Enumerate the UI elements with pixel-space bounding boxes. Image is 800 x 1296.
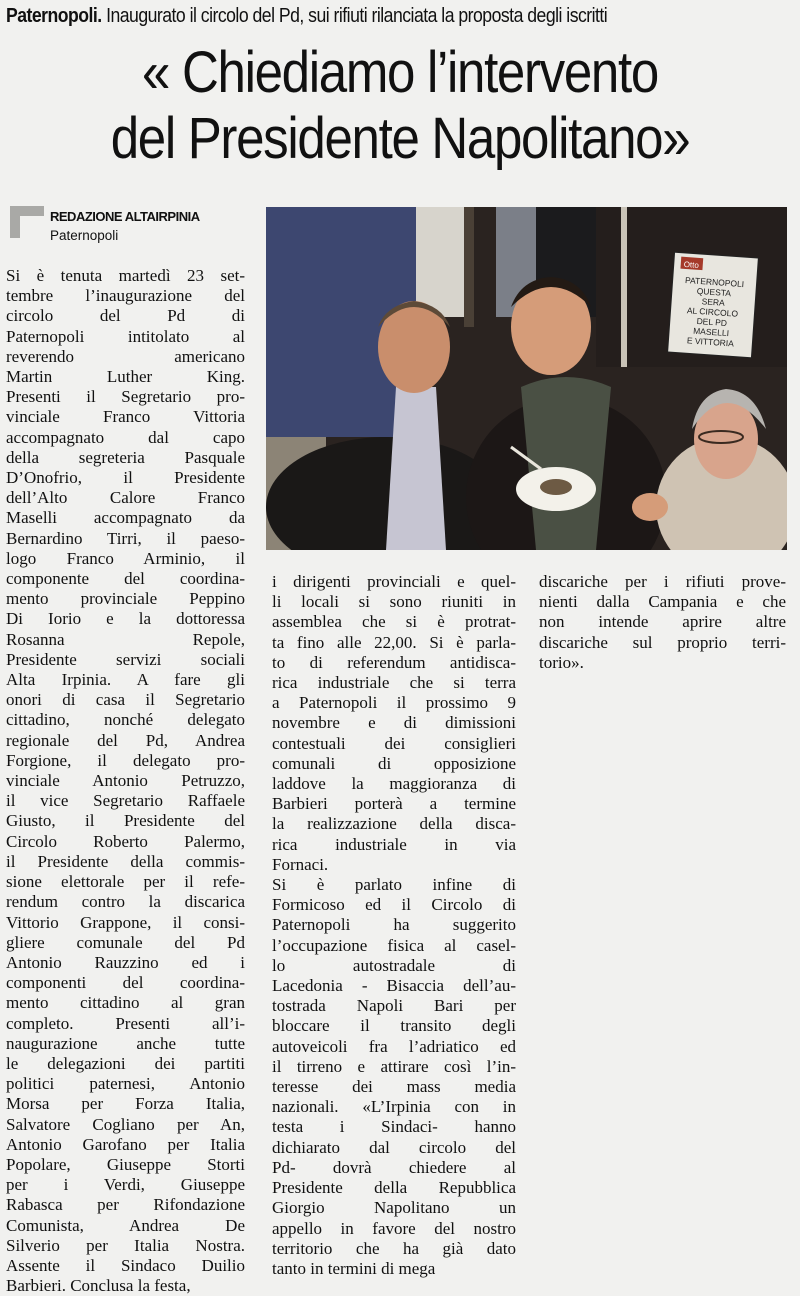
text-line: discariche per i rifiuti prove- — [539, 572, 786, 591]
text-line: i dirigenti provinciali e quel- — [272, 572, 516, 591]
text-line: a Paternopoli il prossimo 9 — [272, 693, 516, 713]
text-line: Pd- dovrà chiedere al — [272, 1157, 516, 1177]
text-line: rica industriale in via — [272, 834, 516, 854]
text-line: completo. Presenti all’i- — [6, 1013, 245, 1033]
text-line: Giorgio Napolitano un — [272, 1198, 516, 1218]
text-line: della segreteria Pasquale — [6, 447, 245, 467]
sign-text-line: AL CIRCOLO — [686, 305, 739, 319]
sign-text-line: PATERNOPOLI — [684, 275, 745, 290]
text-line: circolo del Pd di — [6, 306, 245, 326]
text-column-2 — [272, 572, 516, 1279]
text-line: Circolo Roberto Palermo, — [6, 831, 245, 851]
text-line: bloccare il transito degli — [272, 1016, 516, 1036]
text-line: rendum contro la discarica — [6, 892, 245, 912]
text-line: territorio che ha già dato — [272, 1238, 516, 1258]
text-line: il tirreno e attirare così l’in- — [272, 1056, 516, 1076]
text-line: comunali di opposizione — [272, 753, 516, 773]
text-line: D’Onofrio, il Presidente — [6, 468, 245, 488]
text-line: regionale del Pd, Andrea — [6, 730, 245, 750]
text-line: torio». — [539, 652, 584, 672]
text-line: il vice Segretario Raffaele — [6, 791, 245, 811]
text-line: nazionali. «L’Irpinia con in — [272, 1097, 516, 1117]
text-line: assemblea che si è protrat- — [272, 612, 516, 632]
text-line: Presidente della Repubblica — [272, 1178, 516, 1198]
text-line: Antonio Rauzzino ed i — [6, 952, 245, 972]
text-line: mento provinciale Peppino — [6, 589, 245, 609]
text-line: dell’Alto Calore Franco — [6, 488, 245, 508]
sign-text-line: SERA — [701, 296, 726, 308]
text-line: ta fino alle 22,00. Si è parla- — [272, 632, 516, 652]
text-line: sione elettorale per il refe- — [6, 872, 245, 892]
text-line: Presenti il Segretario pro- — [6, 387, 245, 407]
text-line: gliere comunale del Pd — [6, 932, 245, 952]
text-line: non intende aprire altre — [539, 612, 786, 632]
text-line: vinciale Franco Vittoria — [6, 407, 245, 427]
text-line: Lacedonia - Bisaccia dell’au- — [272, 976, 516, 996]
text-column-3 — [539, 572, 786, 673]
text-line: Vittorio Grappone, il consi- — [6, 912, 245, 932]
text-line: onori di casa il Segretario — [6, 690, 245, 710]
text-line: Bernardino Tirri, il paeso- — [6, 528, 245, 548]
text-line: Salvatore Cogliano per An, — [6, 1114, 245, 1134]
text-line: Giusto, il Presidente del — [6, 811, 245, 831]
text-line: Rosanna Repole, — [6, 629, 245, 649]
text-line: politici paternesi, Antonio — [6, 1074, 245, 1094]
text-line: Silverio per Italia Nostra. — [6, 1235, 245, 1255]
text-line: tembre l’inaugurazione del — [6, 286, 245, 306]
text-line: teresse dei mass media — [272, 1077, 516, 1097]
article-photo — [266, 207, 787, 550]
text-line: nienti dalla Campania e che — [539, 592, 786, 612]
text-line: per i Verdi, Giuseppe — [6, 1175, 245, 1195]
text-line: contestuali dei consiglieri — [272, 733, 516, 753]
text-line: Forgione, il delegato pro- — [6, 750, 245, 770]
text-line: le delegazioni dei partiti — [6, 1053, 245, 1073]
text-line: Martin Luther King. — [6, 367, 245, 387]
text-line: accompagnato dal capo — [6, 427, 245, 447]
text-line: laddove la maggioranza di — [272, 774, 516, 794]
text-line: la realizzazione della disca- — [272, 814, 516, 834]
text-line: Presidente servizi sociali — [6, 649, 245, 669]
text-line: Antonio Garofano per Italia — [6, 1134, 245, 1154]
text-line: tostrada Napoli Bari per — [272, 996, 516, 1016]
text-line: Paternopoli intitolato al — [6, 326, 245, 346]
text-line: appello in favore del nostro — [272, 1218, 516, 1238]
sign-brand: Otto — [683, 259, 700, 270]
text-line: Alta Irpinia. A fare gli — [6, 670, 245, 690]
text-column-1 — [6, 266, 245, 1296]
text-line: discariche sul proprio terri- — [539, 632, 786, 652]
sign-text-line: MASELLI — [692, 325, 730, 339]
text-line: Di Iorio e la dottoressa — [6, 609, 245, 629]
byline-author: REDAZIONE ALTAIRPINIA — [50, 209, 200, 224]
text-line: Barbieri porterà a termine — [272, 794, 516, 814]
sign-text-line: DEL PD — [696, 315, 728, 329]
headline-line-1: « Chiediamo l’intervento — [142, 40, 658, 105]
text-line: logo Franco Arminio, il — [6, 548, 245, 568]
text-line: to di referendum antidisca- — [272, 652, 516, 672]
man-left-shirt — [386, 387, 446, 550]
text-line: Paternopoli ha suggerito — [272, 915, 516, 935]
text-line: dichiarato dal circolo del — [272, 1137, 516, 1157]
text-line: lo autostradale di — [272, 955, 516, 975]
text-line: Formicoso ed il Circolo di — [272, 895, 516, 915]
text-line: Si è tenuta martedì 23 set- — [6, 266, 245, 285]
text-line: testa i Sindaci- hanno — [272, 1117, 516, 1137]
text-line: vinciale Antonio Petruzzo, — [6, 771, 245, 791]
text-line: l’occupazione fisica al casel- — [272, 935, 516, 955]
text-line: Comunista, Andrea De — [6, 1215, 245, 1235]
text-line: Barbieri. Conclusa la festa, — [6, 1276, 191, 1296]
headline-line-2: del Presidente Napolitano» — [110, 106, 690, 171]
text-line: Maselli accompagnato da — [6, 508, 245, 528]
text-line: rica industriale che si terra — [272, 673, 516, 693]
text-line: Si è parlato infine di — [272, 875, 516, 895]
byline — [10, 206, 250, 246]
text-line: componente del coordina- — [6, 569, 245, 589]
sign-text-line: QUESTA — [696, 285, 732, 299]
byline-place: Paternopoli — [50, 228, 119, 243]
text-line: autoveicoli fra l’adriatico ed — [272, 1036, 516, 1056]
text-line: il Presidente della commis- — [6, 851, 245, 871]
kicker-text: Inaugurato il circolo del Pd, sui rifiuti rilanciata la proposta degli iscritti — [106, 4, 608, 27]
text-line: reverendo americano — [6, 346, 245, 366]
text-line: mento cittadino al gran — [6, 993, 245, 1013]
article-kicker — [6, 4, 685, 32]
text-line: naugurazione anche tutte — [6, 1033, 245, 1053]
text-line: tanto in termini di mega — [272, 1258, 436, 1278]
photo-scene — [266, 207, 787, 550]
text-line: componenti del coordina- — [6, 973, 245, 993]
text-line: Morsa per Forza Italia, — [6, 1094, 245, 1114]
text-line: Assente il Sindaco Duilio — [6, 1255, 245, 1275]
text-line: novembre e di dimissioni — [272, 713, 516, 733]
flag-white-stripe — [416, 207, 464, 317]
byline-corner-mark-vertical — [10, 206, 20, 238]
text-line: cittadino, nonché delegato — [6, 710, 245, 730]
article-headline — [48, 40, 752, 172]
text-line: li locali si sono riuniti in — [272, 592, 516, 612]
sign-text-line: E VITTORIA — [686, 335, 735, 349]
text-line: Popolare, Giuseppe Storti — [6, 1154, 245, 1174]
kicker-place: Paternopoli. — [6, 4, 102, 27]
text-line: Rabasca per Rifondazione — [6, 1195, 245, 1215]
text-line: Fornaci. — [272, 854, 329, 874]
